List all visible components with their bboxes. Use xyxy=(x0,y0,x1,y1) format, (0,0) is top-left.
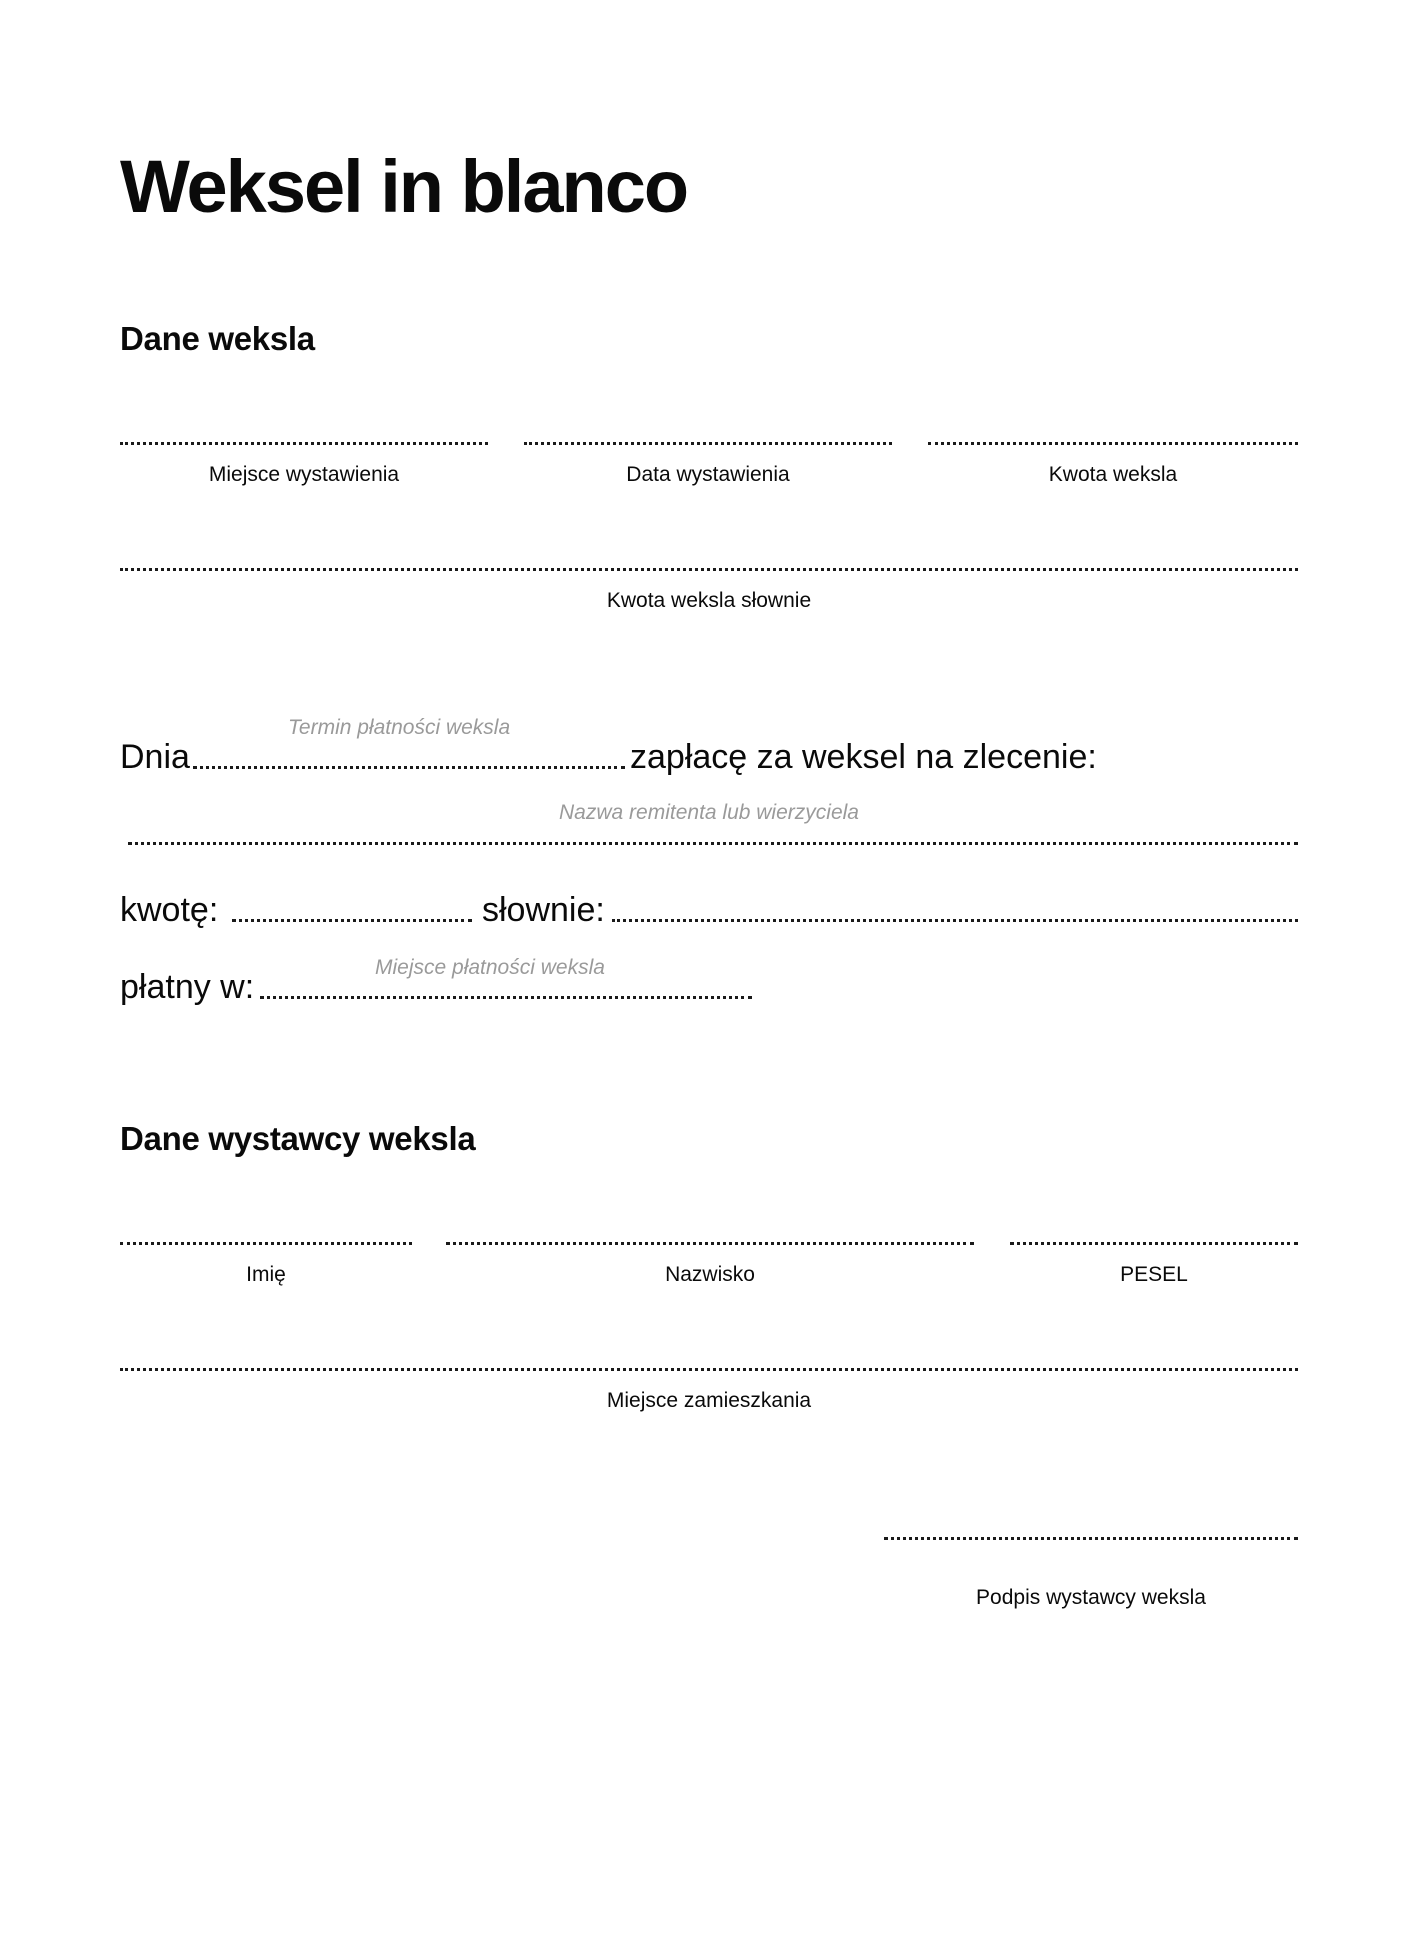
platny-text: płatny w: xyxy=(120,968,255,1006)
signature-label: Podpis wystawcy weksla xyxy=(976,1586,1206,1609)
amount-in-words-line[interactable] xyxy=(120,568,1298,571)
section-heading-issuer-data: Dane wystawcy weksla xyxy=(120,1120,476,1157)
place-of-issue-label: Miejsce wystawienia xyxy=(208,463,400,486)
due-date-line[interactable] xyxy=(193,766,625,769)
section-heading-bill-data: Dane weksla xyxy=(120,320,315,357)
dnia-text: Dnia xyxy=(120,738,190,776)
first-name-label: Imię xyxy=(246,1263,286,1286)
amount-words-clause-line[interactable] xyxy=(612,919,1298,922)
page-title: Weksel in blanco xyxy=(120,145,688,228)
pesel-label: PESEL xyxy=(1120,1263,1188,1286)
amount-in-words-label: Kwota weksla słownie xyxy=(606,589,812,612)
pay-order-text: zapłacę za weksel na zlecenie: xyxy=(630,738,1097,776)
payment-place-hint: Miejsce płatności weksla xyxy=(375,956,605,979)
amount-label: Kwota weksla xyxy=(1048,463,1178,486)
last-name-line[interactable] xyxy=(446,1242,974,1245)
date-of-issue-label: Data wystawienia xyxy=(626,463,790,486)
payment-place-line[interactable] xyxy=(260,996,752,999)
amount-figure-line[interactable] xyxy=(232,919,472,922)
place-of-issue-line[interactable] xyxy=(120,442,488,445)
payee-line[interactable] xyxy=(128,842,1298,845)
kwote-text: kwotę: xyxy=(120,891,219,929)
amount-line[interactable] xyxy=(928,442,1298,445)
pesel-line[interactable] xyxy=(1010,1242,1298,1245)
signature-line[interactable] xyxy=(884,1537,1298,1540)
residence-line[interactable] xyxy=(120,1368,1298,1371)
last-name-label: Nazwisko xyxy=(665,1263,755,1286)
date-of-issue-line[interactable] xyxy=(524,442,892,445)
residence-label: Miejsce zamieszkania xyxy=(606,1389,812,1412)
payee-hint: Nazwa remitenta lub wierzyciela xyxy=(559,801,859,824)
first-name-line[interactable] xyxy=(120,1242,412,1245)
due-date-hint: Termin płatności weksla xyxy=(288,716,511,739)
slownie-text: słownie: xyxy=(482,891,605,929)
